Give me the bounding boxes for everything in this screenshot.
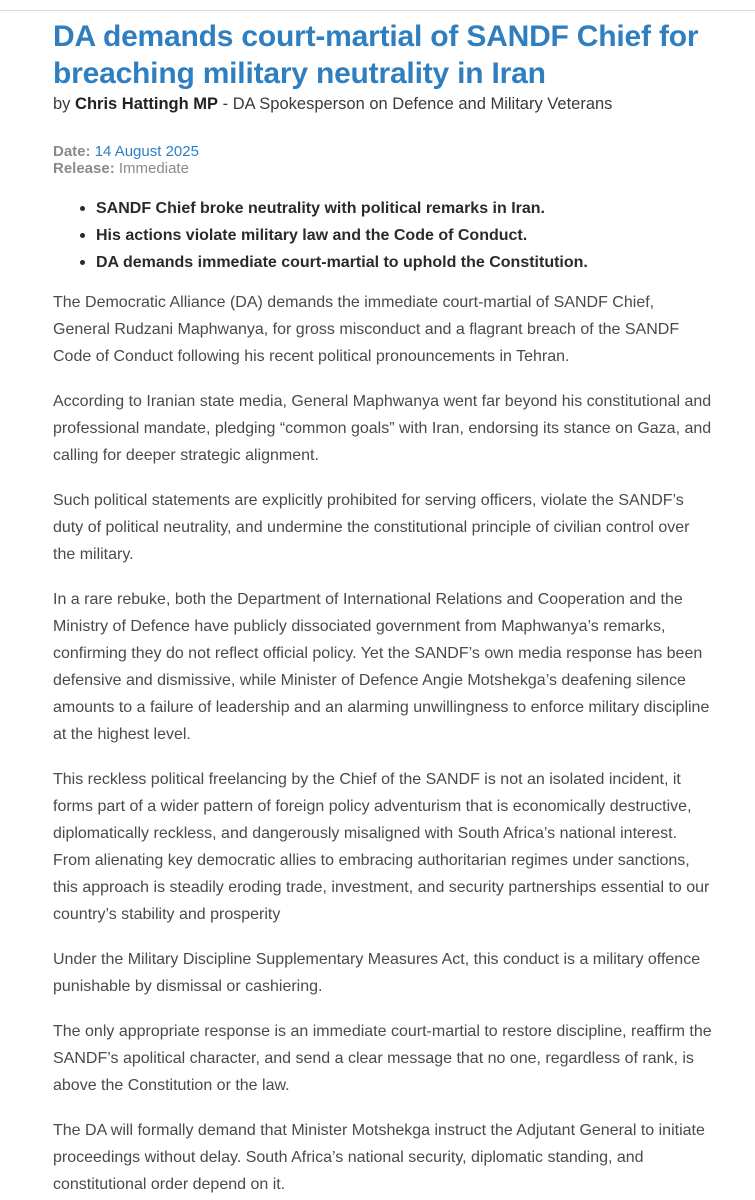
body-paragraph: The Democratic Alliance (DA) demands the immediate court-martial of SANDF Chief, General Rudzani Maphwanya, for gross misconduct and a flagrant breach of the SANDF Code of Conduct following his recent political pronouncements in Tehran. <box>53 294 680 365</box>
release-row <box>53 160 713 177</box>
body-paragraph: According to Iranian state media, General Maphwanya went far beyond his constitutional and professional mandate, pledging “common goals” with Iran, endorsing its stance on Gaza, and calling for deeper strategic alignment. <box>53 393 712 464</box>
body-paragraph: This reckless political freelancing by the Chief of the SANDF is not an isolated incident, it forms part of a wider pattern of foreign policy adventurism that is economically destructive, diplomatically reckless, and dangerously misaligned with South Africa’s national interest. From alienating key democratic allies to embracing authoritarian regimes under sanctions, this approach is steadily eroding trade, investment, and security partnerships essential to our country’s stability and prosperity <box>53 771 710 923</box>
release-label: Release: <box>53 160 115 177</box>
key-point: His actions violate military law and the Code of Conduct. <box>96 222 713 249</box>
body-paragraph: In a rare rebuke, both the Department of International Relations and Cooperation and the Ministry of Defence have publicly dissociated government from Maphwanya’s remarks, confirming they do not reflect official policy. Yet the SANDF’s own media response has been defensive and dismissive, while Minister of Defence Angie Motshekga’s deafening silence amounts to a failure of leadership and an alarming unwillingness to enforce military discipline at the highest level. <box>53 591 710 743</box>
article <box>53 18 713 1198</box>
body-paragraph: The only appropriate response is an immediate court-martial to restore discipline, reaffirm the SANDF’s apolitical character, and send a clear message that no one, regardless of rank, is above the Constitution or the law. <box>53 1023 712 1094</box>
key-point: DA demands immediate court-martial to uphold the Constitution. <box>96 249 713 276</box>
byline-author[interactable]: Chris Hattingh MP <box>75 95 219 113</box>
article-meta <box>53 143 713 177</box>
byline-role: - DA Spokesperson on Defence and Military Veterans <box>222 95 613 113</box>
top-divider <box>0 10 755 11</box>
body-paragraph: The DA will formally demand that Minister Motshekga instruct the Adjutant General to initiate proceedings without delay. South Africa’s national security, diplomatic standing, and constitutional order depend on it. <box>53 1122 705 1193</box>
article-title: DA demands court-martial of SANDF Chief for breaching military neutrality in Iran <box>53 20 699 90</box>
date-label: Date: <box>53 143 91 160</box>
byline-prefix: by <box>53 95 71 113</box>
body-paragraph: Such political statements are explicitly prohibited for serving officers, violate the SANDF’s duty of political neutrality, and undermine the constitutional principle of civilian control over the military. <box>53 492 690 563</box>
release-value: Immediate <box>118 160 189 177</box>
byline <box>53 93 713 115</box>
date-row <box>53 143 713 160</box>
key-points-list <box>53 195 713 276</box>
key-point: SANDF Chief broke neutrality with political remarks in Iran. <box>96 195 713 222</box>
date-value: 14 August 2025 <box>94 143 199 160</box>
body-paragraph: Under the Military Discipline Supplementary Measures Act, this conduct is a military offence punishable by dismissal or cashiering. <box>53 951 701 995</box>
